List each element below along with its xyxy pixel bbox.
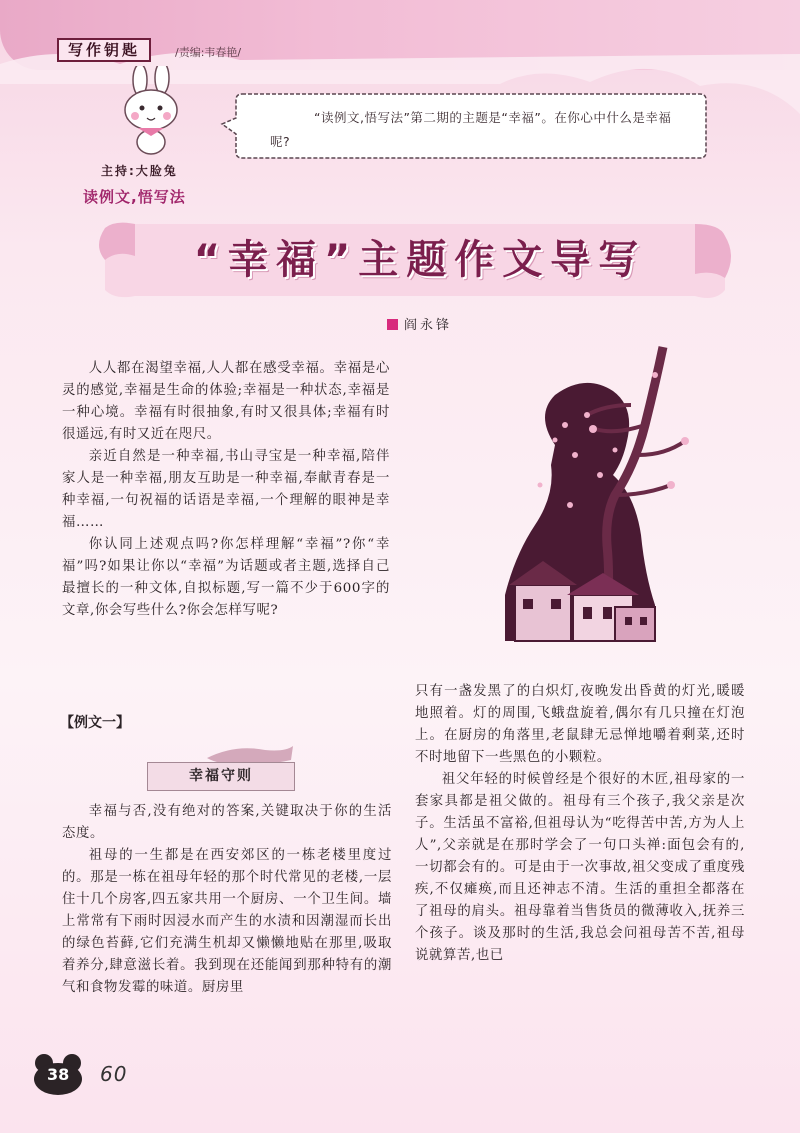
host-label: 主持:大脸兔	[101, 164, 178, 178]
example-left-column	[62, 801, 392, 999]
column-tag: 写作钥匙	[57, 38, 151, 62]
body-paragraph: 祖父年轻的时候曾经是个很好的木匠,祖母家的一套家具都是祖父做的。祖母有三个孩子,我父亲是次子。生活虽不富裕,但祖母认为“吃得苦中苦,方为人上人”,父亲就是在那时学会了一句口头禅:面包会有的,一切都会有的。可是由于一次事故,祖父变成了重度残疾,不仅瘫痪,而且还神志不清。生活的重担全都落在了祖母的肩头。祖母靠着当售货员的微薄收入,抚养三个孩子。谈及那时的生活,我总会问祖母苦不苦,祖母说就算苦,也已	[415, 772, 745, 963]
editor-credit: /责编:韦春艳/	[175, 46, 242, 59]
handwritten-page-note: 60	[100, 1062, 128, 1086]
author-byline	[387, 314, 452, 333]
intro-paragraph: 亲近自然是一种幸福,书山寻宝是一种幸福,陪伴家人是一种幸福,朋友互助是一种幸福,奉献青春是一种幸福,一句祝福的话语是幸福,一个理解的眼神是幸福……	[62, 449, 390, 530]
intro-paragraph: 人人都在渴望幸福,人人都在感受幸福。幸福是心灵的感觉,幸福是生命的体验;幸福是一种状态,幸福是一种心境。幸福有时很抽象,有时又很具体;幸福有时很遥远,有时又近在咫尺。	[62, 361, 390, 442]
example-title: 幸福守则	[147, 762, 295, 791]
example-right-column	[415, 681, 745, 967]
silhouette-girl-illustration	[495, 345, 715, 645]
intro-text	[62, 358, 390, 622]
example-label: 【例文一】	[60, 715, 130, 731]
body-paragraph: 祖母的一生都是在西安郊区的一栋老楼里度过的。那是一栋在祖母年轻的那个时代常见的老楼,一层住十几个房客,四五家共用一个厨房、一个卫生间。墙上常常有下雨时因浸水而产生的水渍和因潮湿而长出的绿色苔藓,它们充满生机却又懒懒地贴在那里,吸取着养分,肆意滋长着。我到现在还能闻到那种特有的潮气和食物发霉的味道。厨房里	[62, 848, 392, 995]
bubble-question: “读例文,悟写法”第二期的主题是“幸福”。在你心中什么是幸福呢?	[270, 110, 672, 149]
intro-paragraph: 你认同上述观点吗?你怎样理解“幸福”?你“幸福”吗?如果让你以“幸福”为话题或者主题,选择自己最擅长的一种文体,自拟标题,写一篇不少于600字的文章,你会写些什么?你会怎样写呢?	[62, 537, 390, 618]
author-name: 阎永锋	[404, 318, 453, 333]
body-paragraph: 幸福与否,没有绝对的答案,关键取决于你的生活态度。	[62, 804, 392, 841]
article-title: “幸福”主题作文导写	[193, 237, 647, 283]
body-paragraph: 只有一盏发黑了的白炽灯,夜晚发出昏黄的灯光,暖暖地照着。灯的周围,飞蛾盘旋着,偶尔有几只撞在灯泡上。在厨房的角落里,老鼠肆无忌惮地嚼着剩菜,还时不时地留下一些黑色的小颗粒。	[415, 684, 745, 765]
author-marker-icon	[387, 319, 398, 330]
bunny-mascot-icon	[118, 66, 188, 156]
section-label: 读例文,悟写法	[83, 188, 186, 206]
page-number: 38	[47, 1065, 70, 1084]
